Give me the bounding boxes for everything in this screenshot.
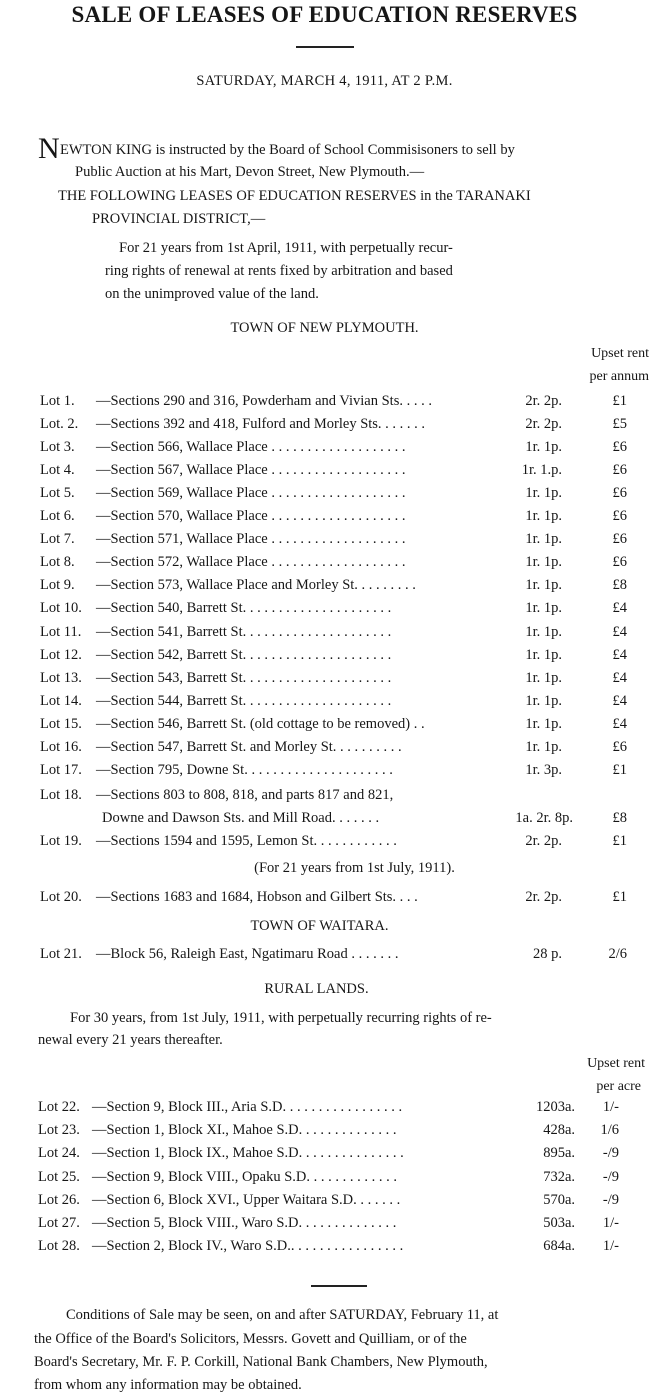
title-divider [296, 46, 354, 48]
lot-area: 1a. 2r. 8p. [515, 810, 573, 826]
lot-description: —Section 540, Barrett St. . . . . . . . . . . . . . . . . . . . . [96, 600, 392, 617]
terms-line-2: ring rights of renewal at rents fixed by arbitration and based [105, 263, 453, 279]
lot-description: —Section 795, Downe St. . . . . . . . . . . . . . . . . . . . . [96, 761, 393, 778]
lot-rent: £4 [612, 669, 627, 686]
intro-line-4: PROVINCIAL DISTRICT,— [92, 211, 266, 227]
lot-row [0, 1192, 649, 1214]
lot-row [0, 787, 649, 809]
lot-description: —Section 566, Wallace Place . . . . . . . . . . . . . . . . . . . [96, 439, 406, 456]
lot-description: —Section 543, Barrett St. . . . . . . . . . . . . . . . . . . . . [96, 669, 392, 686]
lot-number: Lot 25. [38, 1168, 80, 1185]
lot-area: 28 p. [533, 946, 562, 962]
lot-row [0, 946, 649, 968]
lot-rent: £4 [612, 692, 627, 709]
lot-row-continued [0, 810, 649, 832]
lot-row [0, 716, 649, 738]
lot-area: 2r. 2p. [525, 393, 562, 409]
lot-area: 428a. [543, 1122, 575, 1139]
lot-row [0, 1215, 649, 1237]
lot-row [0, 439, 649, 461]
lot-rent: £1 [612, 761, 627, 778]
lot-area: 1r. 1p. [525, 692, 562, 709]
lot-description: —Section 572, Wallace Place . . . . . . . . . . . . . . . . . . . [96, 554, 406, 571]
notice-title: SALE OF LEASES OF EDUCATION RESERVES [71, 2, 578, 27]
lot-rent: £6 [612, 485, 627, 502]
lot-row [0, 833, 649, 855]
lot-row [0, 624, 649, 646]
lot-area: 1203a. [535, 1099, 575, 1115]
lot-area: 895a. [543, 1145, 575, 1162]
lot-row [0, 1238, 649, 1260]
lot-number: Lot 6. [40, 508, 75, 525]
lot-area: 1r. 1p. [525, 439, 562, 456]
lot-rent: £4 [612, 600, 627, 617]
lot-row [0, 393, 649, 415]
lot-description: —Section 2, Block IV., Waro S.D.. . . . . . . . . . . . . . . . [92, 1238, 404, 1255]
lot-number: Lot 17. [40, 761, 82, 778]
lot-row [0, 554, 649, 576]
lot-description: —Section 571, Wallace Place . . . . . . . . . . . . . . . . . . . [96, 531, 406, 548]
col-upset-rent-rural: Upset rent [587, 1056, 645, 1071]
lot-number: Lot 8. [40, 554, 75, 571]
lot-number: Lot 1. [40, 393, 75, 409]
lot-area: 2r. 2p. [525, 889, 562, 905]
lot-row [0, 600, 649, 622]
lot-area: 1r. 1p. [525, 623, 562, 640]
lot-area: 570a. [543, 1191, 575, 1208]
rural-terms-line-2: newal every 21 years thereafter. [38, 1032, 223, 1048]
footer-line-4: from whom any information may be obtained. [34, 1377, 302, 1393]
lot-row [0, 739, 649, 761]
rural-terms-line-1: For 30 years, from 1st July, 1911, with perpetually recurring rights of re- [70, 1010, 492, 1026]
lot-rent: 1/- [602, 1099, 619, 1115]
lot-rent: £1 [612, 889, 627, 905]
lot-description: —Section 541, Barrett St. . . . . . . . . . . . . . . . . . . . . [96, 623, 392, 640]
lot-area: 1r. 1p. [525, 646, 562, 663]
terms-line-3: on the unimproved value of the land. [105, 286, 319, 302]
lot-number: Lot 15. [40, 715, 82, 732]
lot-area: 503a. [543, 1215, 575, 1231]
lot-row [0, 693, 649, 715]
heading-new-plymouth: TOWN OF NEW PLYMOUTH. [230, 320, 419, 336]
lot-description: —Sections 1594 and 1595, Lemon St. . . . . . . . . . . . [96, 833, 397, 849]
lot-description: —Section 569, Wallace Place . . . . . . . . . . . . . . . . . . . [96, 485, 406, 502]
lot-20-term-note: (For 21 years from 1st July, 1911). [254, 860, 455, 876]
lot-number: Lot 22. [38, 1099, 80, 1115]
lot-description: —Block 56, Raleigh East, Ngatimaru Road . . . . . . . [96, 946, 399, 962]
lot-rent: 1/- [602, 1215, 619, 1231]
lot-area: 1r. 1.p. [521, 462, 562, 479]
lot-number: Lot 14. [40, 692, 82, 709]
lot-rent: £8 [612, 810, 627, 826]
lot-description-cont: Downe and Dawson Sts. and Mill Road. . . . . . . [102, 810, 380, 826]
lot-description: —Sections 803 to 808, 818, and parts 817 and 821, [96, 787, 394, 803]
lot-number: Lot 11. [40, 623, 82, 640]
lot-rent: £6 [612, 738, 627, 755]
lot-row [0, 577, 649, 599]
lot-number: Lot 16. [40, 738, 82, 755]
lot-description: —Section 546, Barrett St. (old cottage to be removed) . . [96, 715, 425, 732]
lot-rent: -/9 [602, 1145, 619, 1162]
lot-row [0, 762, 649, 784]
lot-rent: -/9 [602, 1168, 619, 1185]
lot-rent: £1 [612, 393, 627, 409]
lot-number: Lot 4. [40, 462, 75, 479]
lot-row [0, 670, 649, 692]
lot-description: —Section 9, Block VIII., Opaku S.D. . . . . . . . . . . . . [92, 1168, 398, 1185]
lot-rent: 2/6 [608, 946, 627, 962]
lot-area: 1r. 1p. [525, 531, 562, 548]
lot-description: —Section 9, Block III., Aria S.D. . . . . . . . . . . . . . . . . [92, 1099, 403, 1115]
heading-rural-lands: RURAL LANDS. [264, 981, 369, 997]
lot-rent: 1/6 [600, 1122, 619, 1139]
footer-line-3: Board's Secretary, Mr. F. P. Corkill, National Bank Chambers, New Plymouth, [34, 1354, 488, 1370]
lot-description: —Section 5, Block VIII., Waro S.D. . . . . . . . . . . . . . [92, 1215, 397, 1231]
lot-row [0, 416, 649, 438]
lot-description: —Section 573, Wallace Place and Morley St. . . . . . . . . [96, 577, 416, 594]
lot-rent: £6 [612, 531, 627, 548]
lot-row [0, 485, 649, 507]
lot-row [0, 531, 649, 553]
lot-number: Lot 5. [40, 485, 75, 502]
lot-number: Lot 13. [40, 669, 82, 686]
drop-cap: N [38, 132, 60, 165]
lot-area: 1r. 1p. [525, 600, 562, 617]
lot-area: 2r. 2p. [525, 416, 562, 433]
lot-number: Lot 23. [38, 1122, 80, 1139]
lot-area: 1r. 1p. [525, 577, 562, 594]
lot-rent: £6 [612, 439, 627, 456]
lot-rent: £6 [612, 554, 627, 571]
lot-rent: £4 [612, 623, 627, 640]
lot-number: Lot 27. [38, 1215, 80, 1231]
lot-number: Lot 19. [40, 833, 82, 849]
lot-rent: £4 [612, 715, 627, 732]
lot-area: 2r. 2p. [525, 833, 562, 849]
col-upset-rent: Upset rent [591, 346, 649, 361]
lot-rent: 1/- [602, 1238, 619, 1255]
lot-number: Lot 12. [40, 646, 82, 663]
lot-description: —Section 542, Barrett St. . . . . . . . . . . . . . . . . . . . . [96, 646, 392, 663]
lot-area: 1r. 1p. [525, 738, 562, 755]
lot-area: 1r. 3p. [525, 761, 562, 778]
footer-line-1: Conditions of Sale may be seen, on and after SATURDAY, February 11, at [66, 1307, 499, 1323]
lot-number: Lot 10. [40, 600, 82, 617]
col-per-annum: per annum [589, 369, 649, 384]
lot-number: Lot 21. [40, 946, 82, 962]
intro-line-3: THE FOLLOWING LEASES OF EDUCATION RESERVES in the TARANAKI [58, 188, 531, 204]
lot-area: 1r. 1p. [525, 508, 562, 525]
lot-description: —Section 567, Wallace Place . . . . . . . . . . . . . . . . . . . [96, 462, 406, 479]
lot-rent: -/9 [602, 1191, 619, 1208]
lot-row [0, 462, 649, 484]
lot-number: Lot 3. [40, 439, 75, 456]
lot-area: 684a. [543, 1238, 575, 1255]
lot-description: —Section 570, Wallace Place . . . . . . . . . . . . . . . . . . . [96, 508, 406, 525]
lot-number: Lot 7. [40, 531, 75, 548]
lot-number: Lot 24. [38, 1145, 80, 1162]
lot-description: —Section 547, Barrett St. and Morley St. . . . . . . . . . [96, 738, 402, 755]
lot-number: Lot 28. [38, 1238, 80, 1255]
lot-row [0, 889, 649, 911]
lot-rent: £1 [612, 833, 627, 849]
lot-row [0, 1122, 649, 1144]
lot-area: 732a. [543, 1168, 575, 1185]
footer-divider [311, 1285, 367, 1287]
heading-waitara: TOWN OF WAITARA. [250, 918, 389, 934]
lot-row [0, 1145, 649, 1167]
lot-rent: £6 [612, 508, 627, 525]
lot-description: —Section 544, Barrett St. . . . . . . . . . . . . . . . . . . . . [96, 692, 392, 709]
lot-description: —Sections 392 and 418, Fulford and Morley Sts. . . . . . . [96, 416, 426, 433]
lot-area: 1r. 1p. [525, 669, 562, 686]
lot-number: Lot 18. [40, 787, 82, 803]
lot-rent: £4 [612, 646, 627, 663]
lot-row [0, 647, 649, 669]
intro-line-1: EWTON KING is instructed by the Board of School Commisisoners to sell by [60, 142, 515, 158]
lot-rent: £8 [612, 577, 627, 594]
lot-number: Lot 26. [38, 1191, 80, 1208]
lot-number: Lot. 2. [40, 416, 79, 433]
lot-row [0, 1099, 649, 1121]
lot-rent: £5 [612, 416, 627, 433]
lot-area: 1r. 1p. [525, 715, 562, 732]
lot-description: —Sections 1683 and 1684, Hobson and Gilbert Sts. . . . [96, 889, 418, 905]
lot-description: —Section 6, Block XVI., Upper Waitara S.D. . . . . . . [92, 1191, 401, 1208]
intro-line-2: Public Auction at his Mart, Devon Street, New Plymouth.— [75, 164, 425, 180]
lot-description: —Section 1, Block IX., Mahoe S.D. . . . . . . . . . . . . . . [92, 1145, 404, 1162]
lot-row [0, 508, 649, 530]
lot-area: 1r. 1p. [525, 554, 562, 571]
lot-description: —Sections 290 and 316, Powderham and Vivian Sts. . . . . [96, 393, 432, 409]
lot-area: 1r. 1p. [525, 485, 562, 502]
lot-number: Lot 9. [40, 577, 75, 594]
lot-rent: £6 [612, 462, 627, 479]
footer-line-2: the Office of the Board's Solicitors, Messrs. Govett and Quilliam, or of the [34, 1331, 467, 1347]
terms-line-1: For 21 years from 1st April, 1911, with perpetually recur- [119, 240, 453, 256]
lot-number: Lot 20. [40, 889, 82, 905]
col-per-acre: per acre [596, 1079, 641, 1094]
lot-row [0, 1169, 649, 1191]
sale-date: SATURDAY, MARCH 4, 1911, AT 2 P.M. [196, 73, 453, 89]
lot-description: —Section 1, Block XI., Mahoe S.D. . . . . . . . . . . . . . [92, 1122, 397, 1139]
